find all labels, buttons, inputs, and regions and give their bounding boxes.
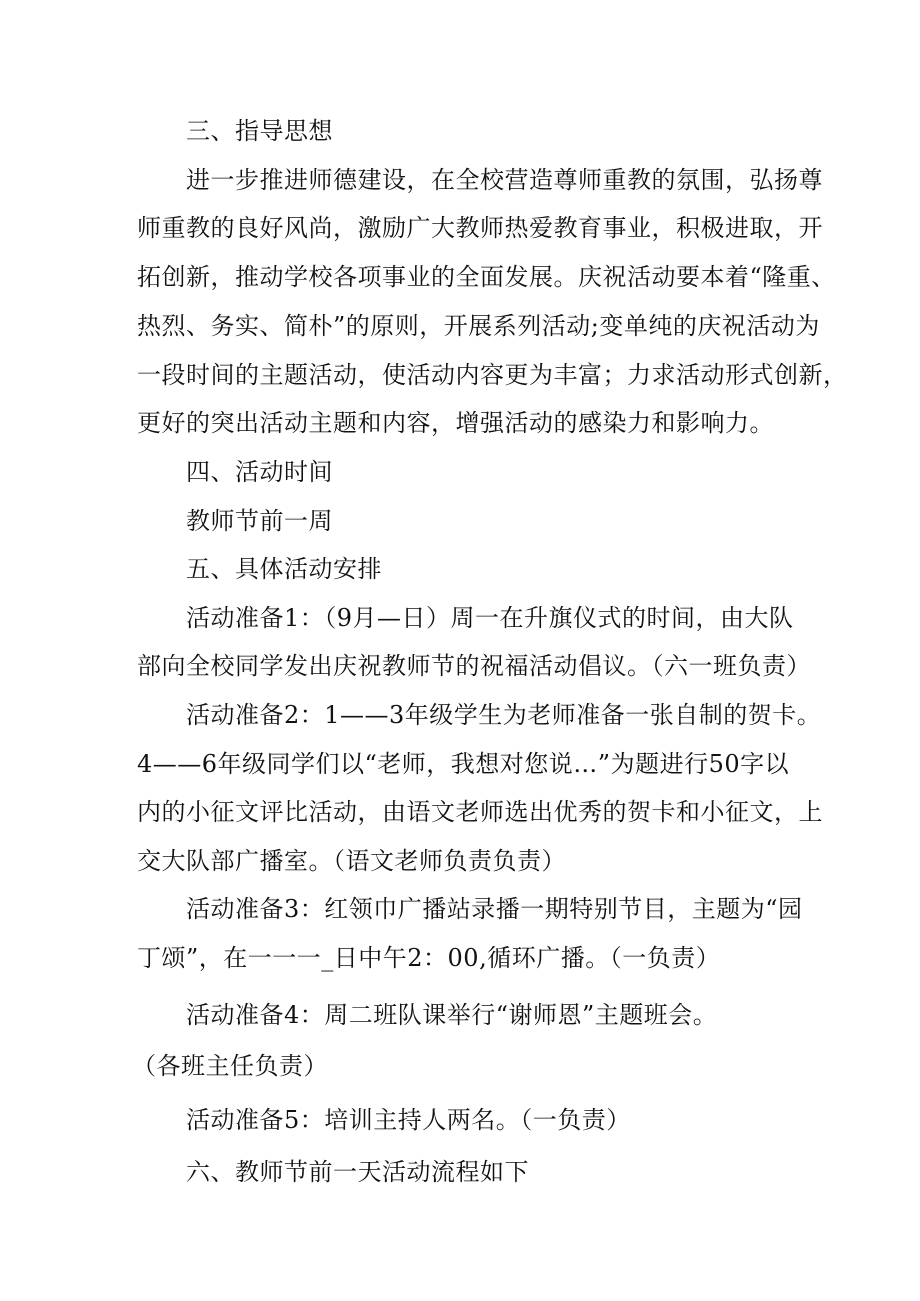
paragraph-line: 热烈、务实、简朴”的原则，开展系列活动;变单纯的庆祝活动为 (137, 312, 820, 340)
paragraph-line: 交大队部广播室。（语文老师负责负责） (137, 847, 566, 875)
paragraph-line: 一段时间的主题活动，使活动内容更为丰富；力求活动形式创新， (137, 361, 848, 389)
paragraph-line: 进一步推进师德建设，在全校营造尊师重教的氛围，弘扬尊 (186, 166, 823, 194)
paragraph-line: 活动准备5：培训主持人两名。（一负责） (186, 1106, 631, 1134)
heading-activity-time: 四、活动时间 (186, 458, 333, 486)
paragraph-line: 部向全校同学发出庆祝教师节的祝福活动倡议。（六一班负责） (137, 652, 811, 680)
heading-guiding-thought: 三、指导思想 (186, 117, 333, 145)
heading-eve-flow: 六、教师节前一天活动流程如下 (186, 1158, 529, 1186)
paragraph-line: 拓创新，推动学校各项事业的全面发展。庆祝活动要本着“隆重、 (137, 263, 836, 291)
paragraph-line: 4——6年级同学们以“老师，我想对您说…”为题进行50字以 (137, 750, 790, 778)
paragraph-line: 活动准备4：周二班队课举行“谢师恩”主题班会。 (186, 1001, 718, 1029)
heading-activity-arrangement: 五、具体活动安排 (186, 555, 382, 583)
paragraph-line: 活动准备2：1——3年级学生为老师准备一张自制的贺卡。 (186, 701, 822, 729)
paragraph-line: 活动准备3：红领巾广播站录播一期特别节目，主题为“园 (186, 895, 803, 923)
paragraph-line: 教师节前一周 (186, 507, 333, 535)
paragraph-line: 内的小征文评比活动，由语文老师选出优秀的贺卡和小征文，上 (137, 798, 823, 826)
paragraph-line: 师重教的良好风尚，激励广大教师热爱教育事业，积极进取，开 (137, 214, 823, 242)
paragraph-line: 丁颂”，在一一一_日中午2：00,循环广播。（一负责） (137, 944, 721, 972)
paragraph-line: 更好的突出活动主题和内容，增强活动的感染力和影响力。 (137, 409, 774, 437)
paragraph-line: 活动准备1：（9月—日）周一在升旗仪式的时间，由大队 (186, 604, 794, 632)
paragraph-line: （各班主任负责） (132, 1052, 328, 1080)
